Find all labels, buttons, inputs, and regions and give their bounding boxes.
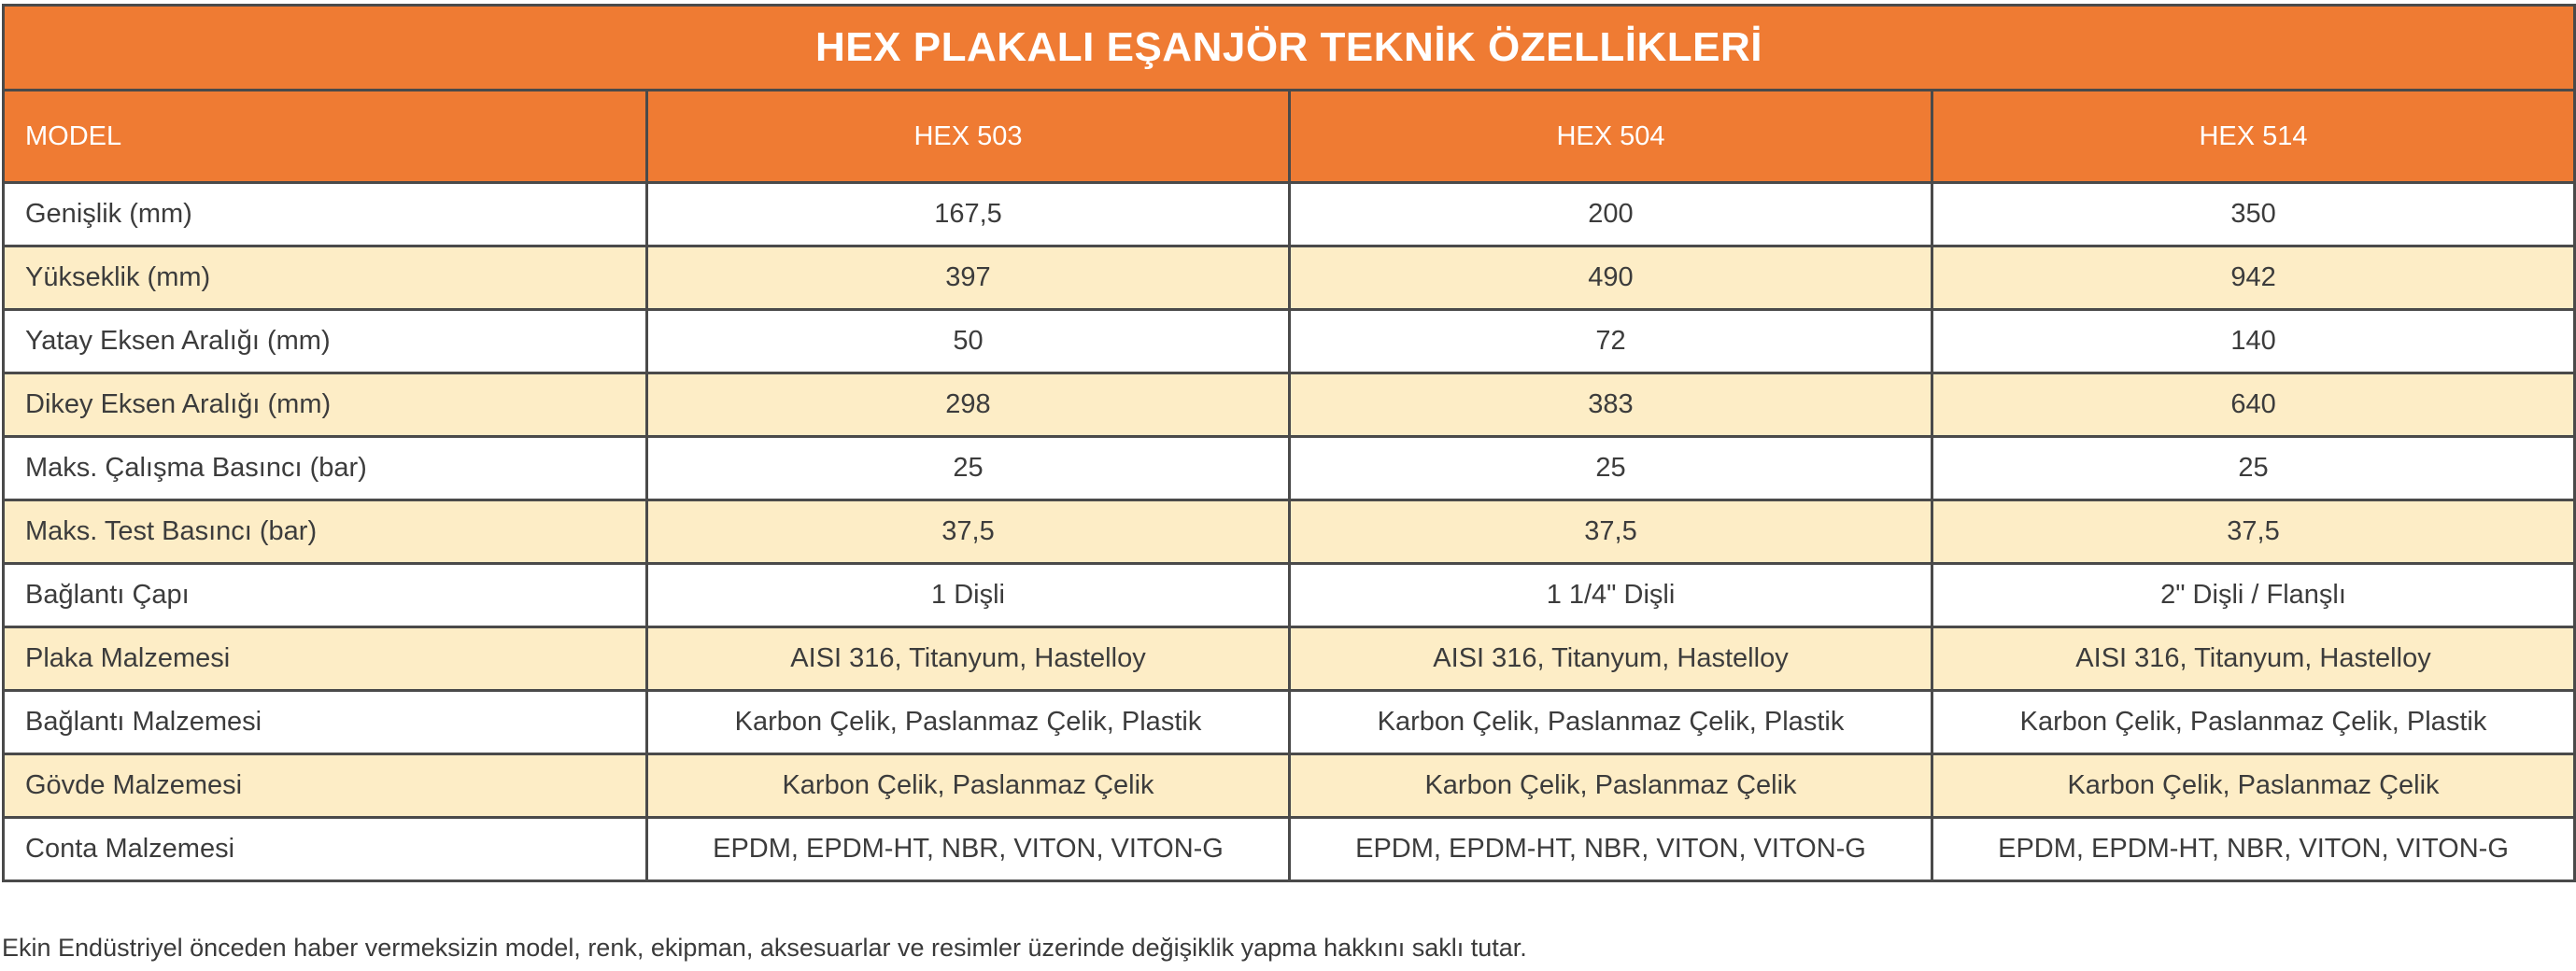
row-label: Yatay Eksen Aralığı (mm) [4, 310, 647, 373]
cell-value: 298 [647, 373, 1290, 437]
row-label: Maks. Çalışma Basıncı (bar) [4, 437, 647, 500]
cell-value: Karbon Çelik, Paslanmaz Çelik [1290, 754, 1932, 818]
table-row [4, 500, 2575, 564]
table-row [4, 691, 2575, 754]
cell-value: 350 [1932, 183, 2575, 246]
row-label: Dikey Eksen Aralığı (mm) [4, 373, 647, 437]
spec-table [2, 4, 2576, 882]
model-header-hex-514: HEX 514 [1932, 91, 2575, 183]
cell-value: 1 Dişli [647, 564, 1290, 627]
cell-value: 2" Dişli / Flanşlı [1932, 564, 2575, 627]
cell-value: 37,5 [1290, 500, 1932, 564]
table-row [4, 246, 2575, 310]
table-row [4, 310, 2575, 373]
row-label: Maks. Test Basıncı (bar) [4, 500, 647, 564]
model-header-hex-503: HEX 503 [647, 91, 1290, 183]
row-label: Yükseklik (mm) [4, 246, 647, 310]
table-row [4, 754, 2575, 818]
cell-value: 50 [647, 310, 1290, 373]
cell-value: Karbon Çelik, Paslanmaz Çelik, Plastik [1290, 691, 1932, 754]
table-row [4, 373, 2575, 437]
cell-value: Karbon Çelik, Paslanmaz Çelik [647, 754, 1290, 818]
table-row [4, 183, 2575, 246]
cell-value: 37,5 [1932, 500, 2575, 564]
table-row [4, 818, 2575, 881]
table-row [4, 627, 2575, 691]
cell-value: 140 [1932, 310, 2575, 373]
cell-value: 25 [647, 437, 1290, 500]
row-label: Bağlantı Çapı [4, 564, 647, 627]
cell-value: 942 [1932, 246, 2575, 310]
row-label: Gövde Malzemesi [4, 754, 647, 818]
header-row [4, 91, 2575, 183]
cell-value: 640 [1932, 373, 2575, 437]
cell-value: 167,5 [647, 183, 1290, 246]
cell-value: AISI 316, Titanyum, Hastelloy [1932, 627, 2575, 691]
title-row [4, 6, 2575, 91]
cell-value: 25 [1290, 437, 1932, 500]
cell-value: Karbon Çelik, Paslanmaz Çelik [1932, 754, 2575, 818]
row-label: Plaka Malzemesi [4, 627, 647, 691]
cell-value: AISI 316, Titanyum, Hastelloy [647, 627, 1290, 691]
cell-value: 397 [647, 246, 1290, 310]
cell-value: EPDM, EPDM-HT, NBR, VITON, VITON-G [1290, 818, 1932, 881]
cell-value: 490 [1290, 246, 1932, 310]
cell-value: 200 [1290, 183, 1932, 246]
table-row [4, 564, 2575, 627]
row-label: Bağlantı Malzemesi [4, 691, 647, 754]
cell-value: 25 [1932, 437, 2575, 500]
cell-value: EPDM, EPDM-HT, NBR, VITON, VITON-G [647, 818, 1290, 881]
cell-value: Karbon Çelik, Paslanmaz Çelik, Plastik [1932, 691, 2575, 754]
cell-value: 1 1/4" Dişli [1290, 564, 1932, 627]
row-label: Conta Malzemesi [4, 818, 647, 881]
table-row [4, 437, 2575, 500]
disclaimer-footnote: Ekin Endüstriyel önceden haber vermeksizin model, renk, ekipman, aksesuarlar ve resimler üzerinde değişiklik yapma hakkını saklı tutar. [2, 934, 1527, 962]
model-label: MODEL [4, 91, 647, 183]
model-header-hex-504: HEX 504 [1290, 91, 1932, 183]
cell-value: AISI 316, Titanyum, Hastelloy [1290, 627, 1932, 691]
cell-value: 37,5 [647, 500, 1290, 564]
cell-value: 383 [1290, 373, 1932, 437]
table-title: HEX PLAKALI EŞANJÖR TEKNİK ÖZELLİKLERİ [4, 6, 2575, 91]
cell-value: EPDM, EPDM-HT, NBR, VITON, VITON-G [1932, 818, 2575, 881]
cell-value: 72 [1290, 310, 1932, 373]
row-label: Genişlik (mm) [4, 183, 647, 246]
cell-value: Karbon Çelik, Paslanmaz Çelik, Plastik [647, 691, 1290, 754]
